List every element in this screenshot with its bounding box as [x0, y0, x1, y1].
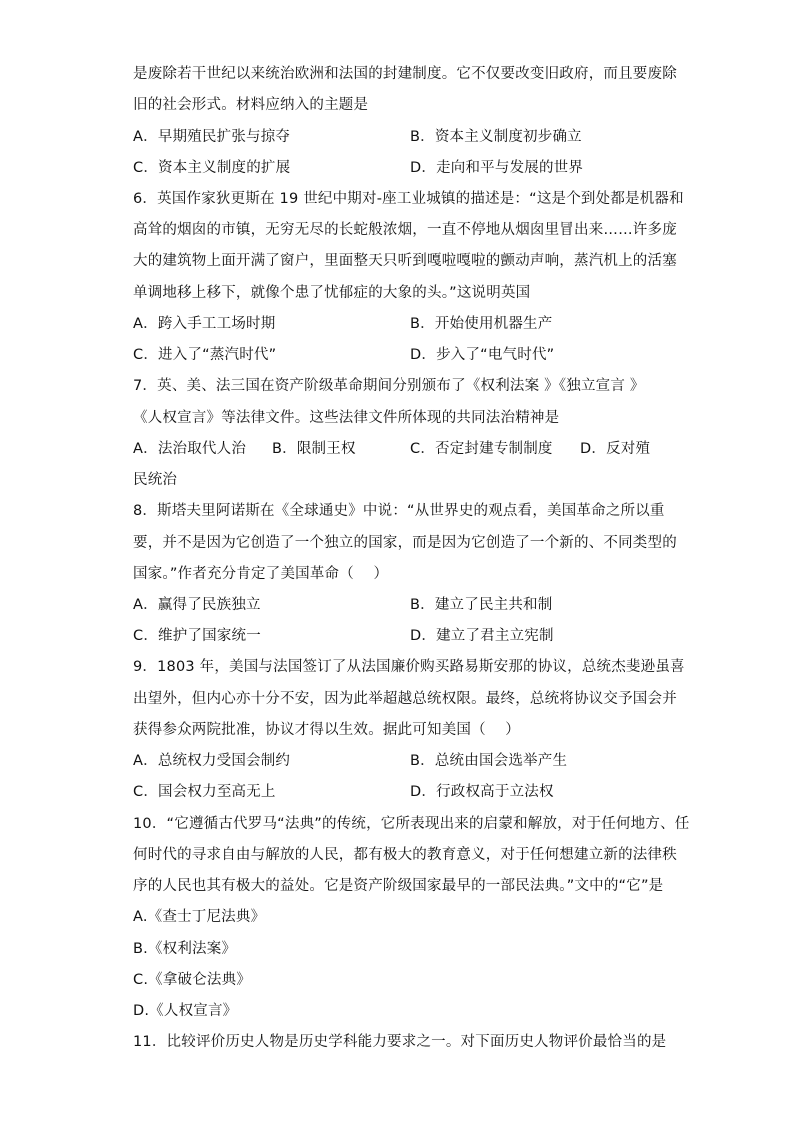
q7-option-c: C．否定封建专制制度 [410, 441, 553, 457]
q5-option-d: D．走向和平与发展的世界 [410, 160, 584, 176]
q7-option-d: D．反对殖 [580, 441, 651, 457]
q6-option-a: A．跨入手工工场时期 [133, 316, 276, 332]
q11-line-1: 11．比较评价历史人物是历史学科能力要求之一。对下面历史人物评价最恰当的是 [133, 1034, 667, 1050]
q5-option-b: B．资本主义制度初步确立 [410, 129, 582, 145]
q5-option-a: A．早期殖民扩张与掠夺 [133, 129, 291, 145]
q10-option-b: B.《权利法案》 [133, 941, 237, 957]
q9-line-1: 9．1803 年，美国与法国签订了从法国廉价购买路易斯安那的协议，总统杰斐逊虽喜 [133, 659, 685, 675]
q9-option-a: A．总统权力受国会制约 [133, 753, 291, 769]
q8-option-d: D．建立了君主立宪制 [410, 628, 554, 644]
q6-line-4: 单调地移上移下，就像个患了忧郁症的大象的头。”这说明英国 [133, 285, 531, 301]
q8-option-a: A．赢得了民族独立 [133, 597, 261, 613]
q7-option-d-continued: 民统治 [133, 472, 178, 488]
q8-line-2: 要，并不是因为它创造了一个独立的国家，而是因为它创造了一个新的、不同类型的 [133, 535, 677, 551]
q10-line-2: 何时代的寻求自由与解放的人民，都有极大的教育意义，对于任何想建立新的法律秩 [133, 847, 677, 863]
q9-line-3: 获得参众两院批准，协议才得以生效。据此可知美国（ ） [133, 722, 521, 738]
q8-option-b: B．建立了民主共和制 [410, 597, 553, 613]
q6-option-c: C．进入了“蒸汽时代” [133, 347, 277, 363]
q9-option-b: B．总统由国会选举产生 [410, 753, 568, 769]
q7-line-2: 《人权宣言》等法律文件。这些法律文件所体现的共同法治精神是 [133, 410, 560, 426]
q9-option-c: C．国会权力至高无上 [133, 784, 276, 800]
q8-option-c: C．维护了国家统一 [133, 628, 261, 644]
q8-line-1: 8．斯塔夫里阿诺斯在《全球通史》中说：“从世界史的观点看，美国革命之所以重 [133, 503, 665, 519]
q10-option-c: C.《拿破仑法典》 [133, 972, 252, 988]
q10-line-1: 10．“它遵循古代罗马“法典”的传统，它所表现出来的启蒙和解放，对于任何地方、任 [133, 816, 690, 832]
q8-line-3: 国家。”作者充分肯定了美国革命（ ） [133, 566, 389, 582]
q7-option-b: B．限制王权 [272, 441, 356, 457]
q9-option-d: D．行政权高于立法权 [410, 784, 554, 800]
q6-option-d: D．步入了“电气时代” [410, 347, 555, 363]
q10-line-3: 序的人民也其有极大的益处。它是资产阶级国家最早的一部民法典。”文中的“它”是 [133, 878, 664, 894]
q6-line-2: 高耸的烟囱的市镇，无穷无尽的长蛇般浓烟，一直不停地从烟囱里冒出来……许多庞 [133, 222, 677, 238]
q10-option-d: D.《人权宣言》 [133, 1003, 238, 1019]
q5-line-2: 旧的社会形式。材料应纳入的主题是 [133, 97, 369, 113]
q7-line-1: 7．英、美、法三国在资产阶级革命期间分别颁布了《权利法案 》《独立宣言 》 [133, 378, 645, 394]
q5-option-c: C．资本主义制度的扩展 [133, 160, 291, 176]
q6-line-3: 大的建筑物上面开满了窗户，里面整天只听到嘎啦嘎啦的颤动声响，蒸汽机上的活塞 [133, 253, 677, 269]
q6-line-1: 6．英国作家狄更斯在 19 世纪中期对-座工业城镇的描述是：“这是个到处都是机器和 [133, 191, 684, 207]
q5-line-1: 是废除若干世纪以来统治欧洲和法国的封建制度。它不仅要改变旧政府，而且要废除 [133, 66, 677, 82]
q7-option-a: A．法治取代人治 [133, 441, 247, 457]
q9-line-2: 出望外，但内心亦十分不安，因为此举超越总统权限。最终，总统将协议交予国会并 [133, 691, 677, 707]
q10-option-a: A.《查士丁尼法典》 [133, 909, 266, 925]
q6-option-b: B．开始使用机器生产 [410, 316, 553, 332]
